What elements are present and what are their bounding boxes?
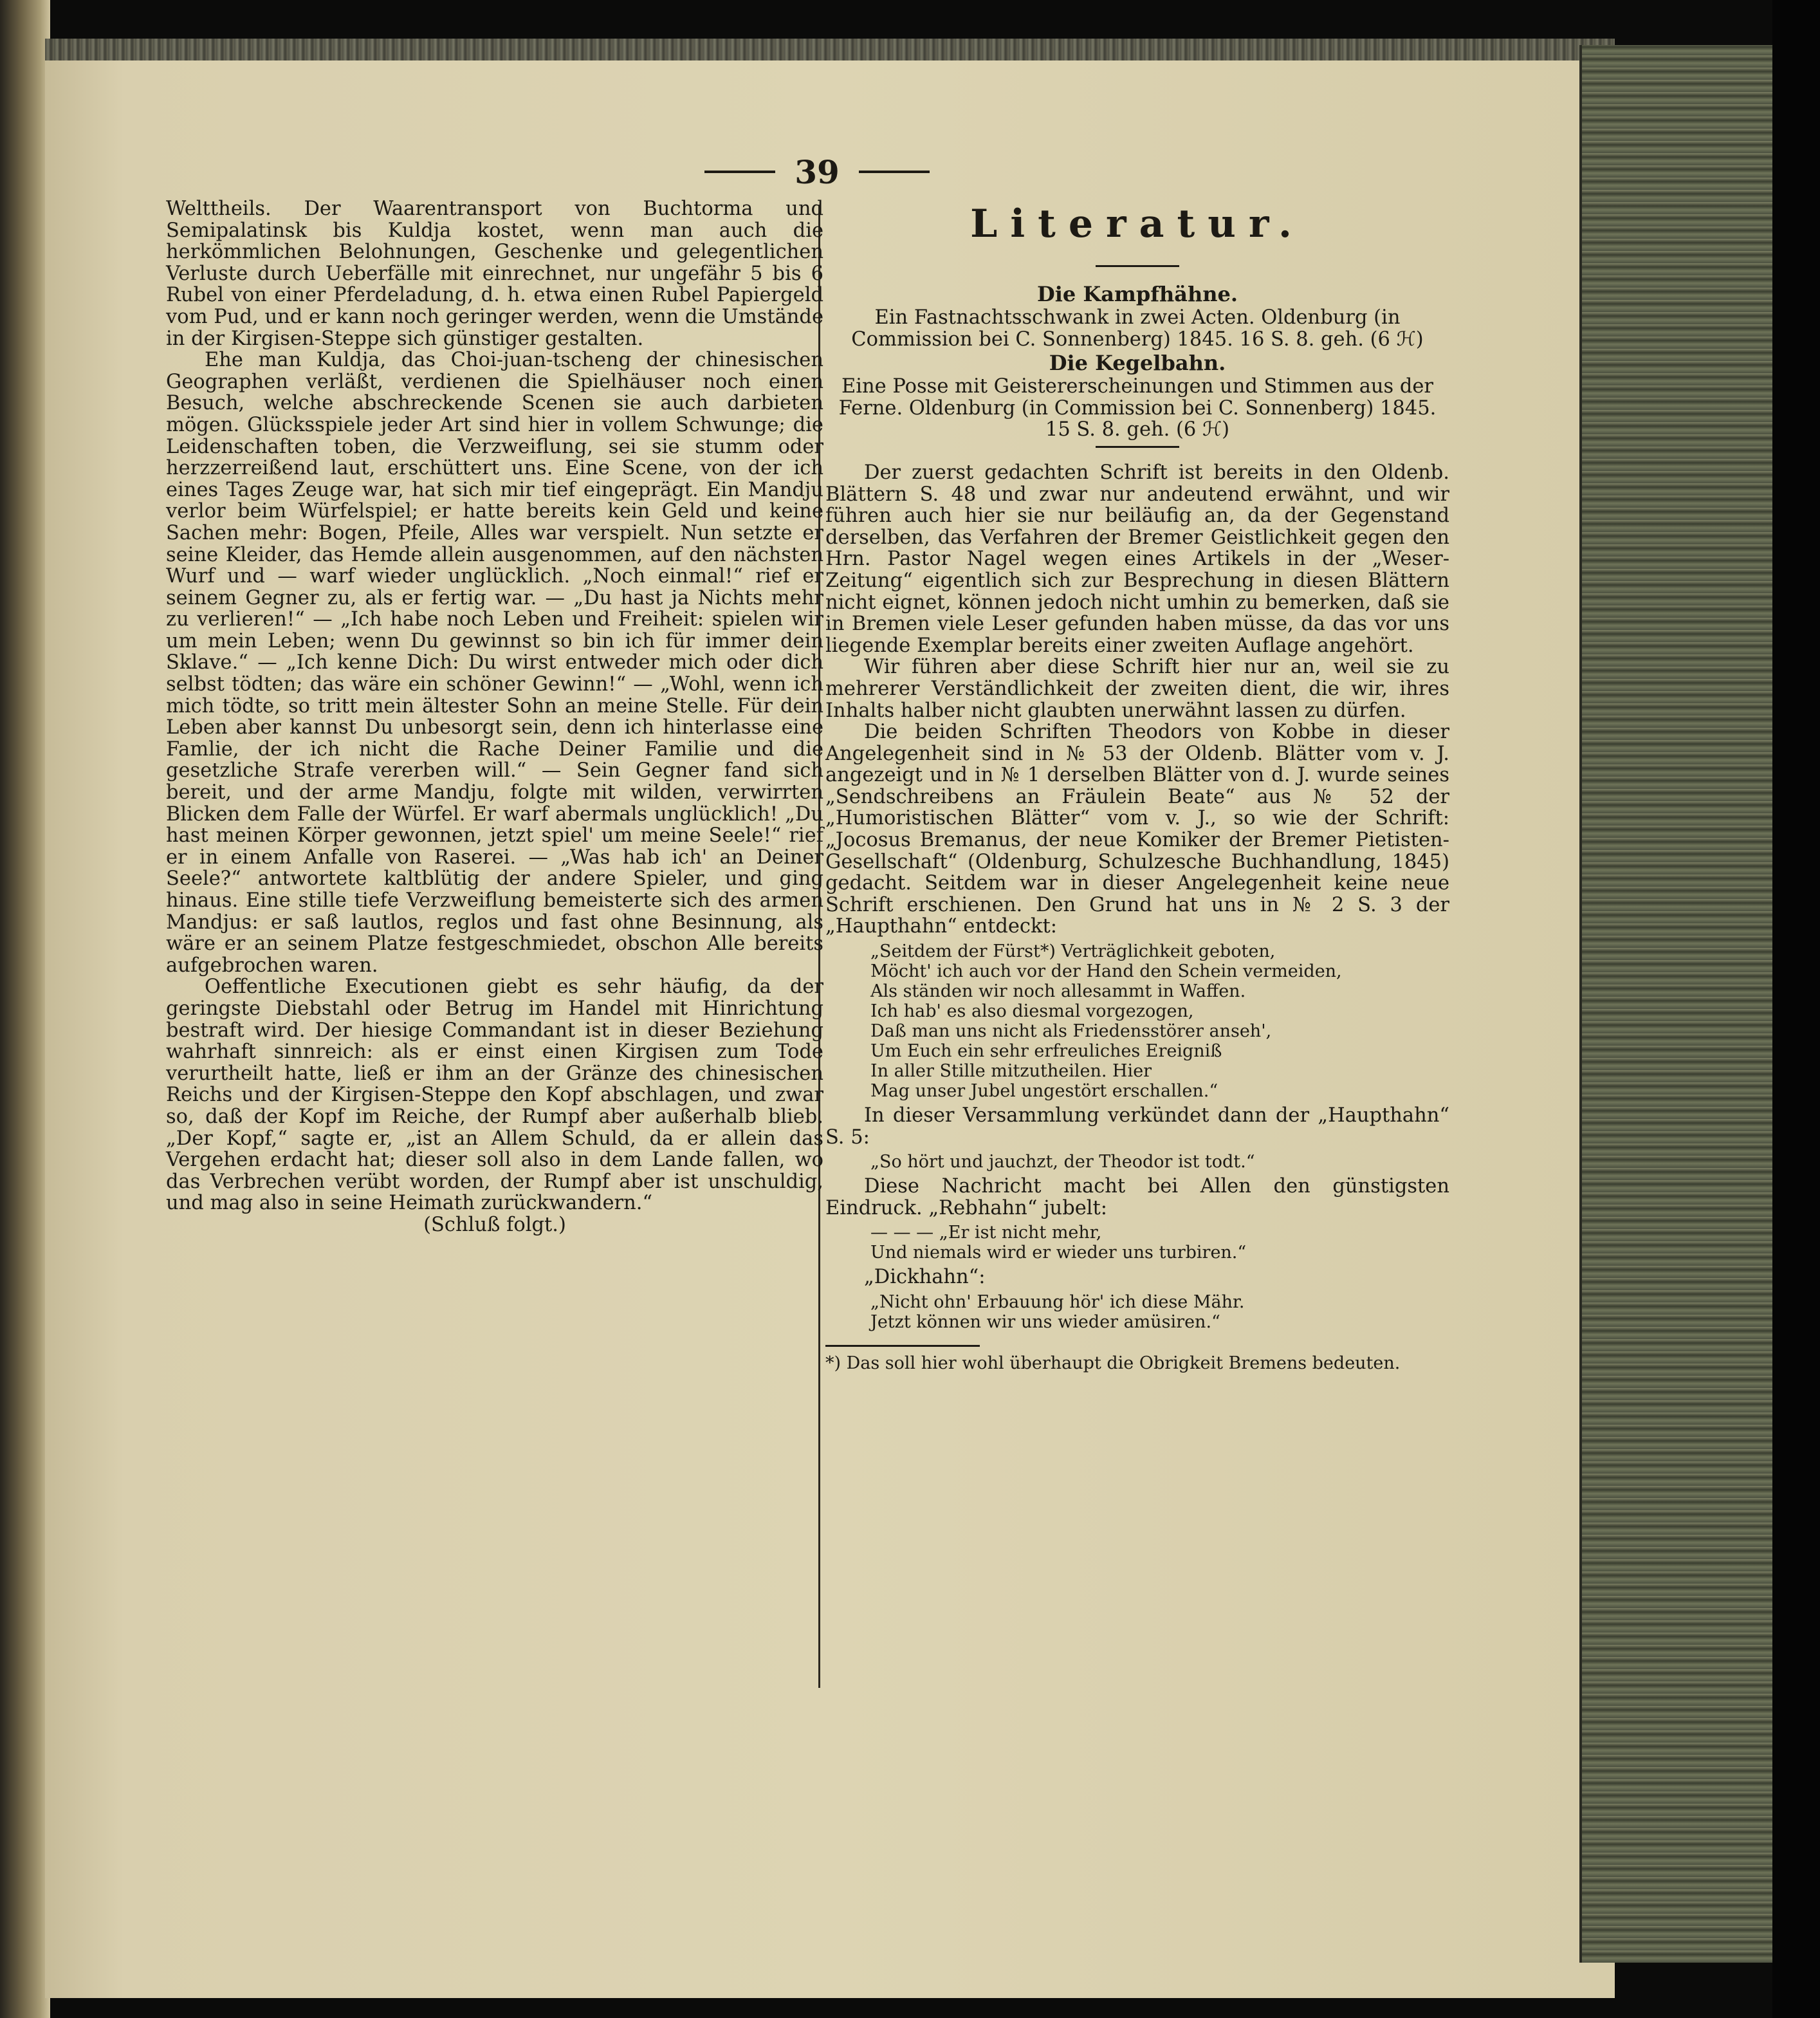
review-paragraph-2: Wir führen aber diese Schrift hier nur an, weil sie zu mehrerer Verständlichkeit der zweiten dient, die wir, ihres Inhalts halber nicht glaubten unerwähnt lassen zu dürfen.	[825, 656, 1449, 722]
verse-line: Ich hab' es also diesmal vorgezogen,	[870, 1001, 1194, 1022]
review-rule	[1096, 446, 1179, 448]
verse-line: In aller Stille mitzutheilen. Hier	[870, 1061, 1152, 1082]
verse-line: Möcht' ich auch vor der Hand den Schein vermeiden,	[870, 961, 1342, 982]
verse-line: Und niemals wird er wieder uns turbiren.“	[870, 1243, 1247, 1263]
verse-quote-3	[870, 1223, 1449, 1263]
left-paragraph-1: Welttheils. Der Waarentransport von Buchtorma und Semipalatinsk bis Kuldja kostet, wenn man auch die herkömmlichen Belohnungen, Geschenke und gelegentlichen Verluste durch Ueberfälle mit einrechnet, nur ungefähr 5 bis 6 Rubel von einer Pferdeladung, d. h. etwa einen Rubel Papiergeld vom Pud, und er kann noch geringer werden, wenn die Umstände in der Kirgisen-Steppe sich günstiger gestalten.	[166, 198, 823, 350]
verse-line: Um Euch ein sehr erfreuliches Ereigniß	[870, 1041, 1222, 1062]
verse-quote-2	[870, 1152, 1449, 1172]
verse-line: „Seitdem der Fürst*) Verträglichkeit geboten,	[870, 941, 1276, 962]
verse-quote-4	[870, 1292, 1449, 1332]
book-1-description: Ein Fastnachtsschwank in zwei Acten. Oldenburg (in Commission bei C. Sonnenberg) 1845. 16 S. 8. geh. (6 ℋ)	[851, 306, 1424, 351]
verse-line: Jetzt können wir uns wieder amüsiren.“	[870, 1312, 1220, 1332]
verse-quote-1	[870, 941, 1449, 1101]
continuation-note: (Schluß folgt.)	[423, 1213, 566, 1236]
book-2-title: Die Kegelbahn.	[1049, 351, 1226, 376]
verse-line: „Nicht ohn' Erbauung hör' ich diese Mähr.	[870, 1292, 1245, 1312]
review-paragraph-5: Diese Nachricht macht bei Allen den günstigsten Eindruck. „Rebhahn“ jubelt:	[825, 1175, 1449, 1219]
header-rule-right	[859, 171, 930, 173]
review-paragraph-4: In dieser Versammlung verkündet dann der „Haupthahn“ S. 5:	[825, 1104, 1449, 1149]
left-column	[166, 198, 823, 1236]
verse-line: — — — „Er ist nicht mehr,	[870, 1223, 1102, 1243]
title-rule	[1096, 265, 1179, 267]
page-fore-edge	[1579, 45, 1775, 1963]
book-1-title: Die Kampfhähne.	[1037, 282, 1238, 306]
book-2-description: Eine Posse mit Geistererscheinungen und Stimmen aus der Ferne. Oldenburg (in Commission bei C. Sonnenberg) 1845. 15 S. 8. geh. (6 ℋ)	[838, 375, 1437, 441]
footnote: *) Das soll hier wohl überhaupt die Obrigkeit Bremens bedeuten.	[825, 1353, 1401, 1373]
verse-line: Daß man uns nicht als Friedensstörer anseh',	[870, 1021, 1272, 1042]
section-title: Literatur.	[970, 201, 1305, 246]
right-column	[825, 198, 1449, 1373]
header-rule-left	[704, 171, 775, 173]
book-spine	[0, 0, 50, 2018]
page-top-edge	[45, 39, 1615, 60]
page-header	[688, 149, 946, 194]
footnote-rule	[825, 1345, 980, 1347]
left-paragraph-3: Oeffentliche Executionen giebt es sehr häufig, da der geringste Diebstahl oder Betrug im Handel mit Hinrichtung bestraft wird. Der hiesige Commandant ist in dieser Beziehung wahrhaft sinnreich: als er einst einen Kirgisen zum Tode verurtheilt hatte, ließ er ihm an der Gränze des chinesischen Reichs und der Kirgisen-Steppe den Kopf abschlagen, und zwar so, daß der Kopf im Reiche, der Rumpf aber außerhalb blieb. „Der Kopf,“ sagte er, „ist an Allem Schuld, da er allein das Vergehen erdacht hat; dieser soll also in dem Lande fallen, wo das Verbrechen verübt worden, der Rumpf aber ist unschuldig, und mag also in seine Heimath zurückwandern.“	[166, 976, 823, 1215]
review-paragraph-1: Der zuerst gedachten Schrift ist bereits in den Oldenb. Blättern S. 48 und zwar nur andeutend erwähnt, und wir führen auch hier sie nur beiläufig an, da der Gegenstand derselben, das Verfahren der Bremer Geistlichkeit gegen den Hrn. Pastor Nagel wegen eines Artikels in der „Weser-Zeitung“ eigentlich sich zur Besprechung in diesen Blättern nicht eignet, können jedoch nicht umhin zu bemerken, daß sie in Bremen viele Leser gefunden haben müsse, da das vor uns liegende Exemplar bereits einer zweiten Auflage angehört.	[825, 461, 1449, 657]
scan-background	[1772, 0, 1820, 2018]
verse-line: Mag unser Jubel ungestört erschallen.“	[870, 1081, 1218, 1102]
page-number: 39	[795, 153, 840, 191]
left-paragraph-2: Ehe man Kuldja, das Choi-juan-tscheng der chinesischen Geographen verläßt, verdienen die Spielhäuser noch einen Besuch, welche abschreckende Scenen sie auch darbieten mögen. Glücksspiele jeder Art sind hier in vollem Schwunge; die Leidenschaften toben, die Verzweiflung, sei sie stumm oder herzzerreißend laut, erschüttert uns. Eine Scene, von der ich eines Tages Zeuge war, hat sich mir tief eingeprägt. Ein Mandju verlor beim Würfelspiel; er hatte bereits kein Geld und keine Sachen mehr: Bogen, Pfeile, Alles war verspielt. Nun setzte er seine Kleider, das Hemde allein ausgenommen, auf den nächsten Wurf und — warf wieder unglücklich. „Noch einmal!“ rief er seinem Gegner zu, als er fertig war. — „Du hast ja Nichts mehr zu verlieren!“ — „Ich habe noch Leben und Freiheit: spielen wir um mein Leben; wenn Du gewinnst so bin ich für immer dein Sklave.“ — „Ich kenne Dich: Du wirst entweder mich oder dich selbst tödten; das wäre ein schöner Gewinn!“ — „Wohl, wenn ich mich tödte, so tritt mein ältester Sohn an meine Stelle. Für dein Leben aber kannst Du unbesorgt sein, denn ich hinterlasse eine Famlie, der ich nicht die Rache Deiner Familie und die gesetzliche Strafe vererben will.“ — Sein Gegner fand sich bereit, und der arme Mandju, folgte mit wilden, verwirrten Blicken dem Falle der Würfel. Er warf abermals unglücklich! „Du hast meinen Körper gewonnen, jetzt spiel' um meine Seele!“ rief er in einem Anfalle von Raserei. — „Was hab ich' an Deiner Seele?“ antwortete kaltblütig der andere Spieler, und ging hinaus. Eine stille tiefe Verzweiflung bemeisterte sich des armen Mandjus: er saß lautlos, reglos und fast ohne Besinnung, als wäre er an seinem Platze festgeschmiedet, obschon Alle bereits aufgebrochen waren.	[166, 349, 823, 977]
verse-line: „So hört und jauchzt, der Theodor ist todt.“	[870, 1152, 1255, 1172]
review-paragraph-3: Die beiden Schriften Theodors von Kobbe in dieser Angelegenheit sind in № 53 der Oldenb. Blätter vom v. J. angezeigt und in № 1 derselben Blätter von d. J. wurde seines „Sendschreibens an Fräulein Beate“ aus № 52 der „Humoristischen Blätter“ vom v. J., so wie der Schrift: „Jocosus Bremanus, der neue Komiker der Bremer Pietisten-Gesellschaft“ (Oldenburg, Schulzesche Buchhandlung, 1845) gedacht. Seitdem war in dieser Angelegenheit keine neue Schrift erschienen. Den Grund hat uns in № 2 S. 3 der „Haupthahn“ entdeckt:	[825, 721, 1449, 938]
speaker-label: „Dickhahn“:	[864, 1266, 986, 1289]
verse-line: Als ständen wir noch allesammt in Waffen.	[870, 981, 1246, 1002]
